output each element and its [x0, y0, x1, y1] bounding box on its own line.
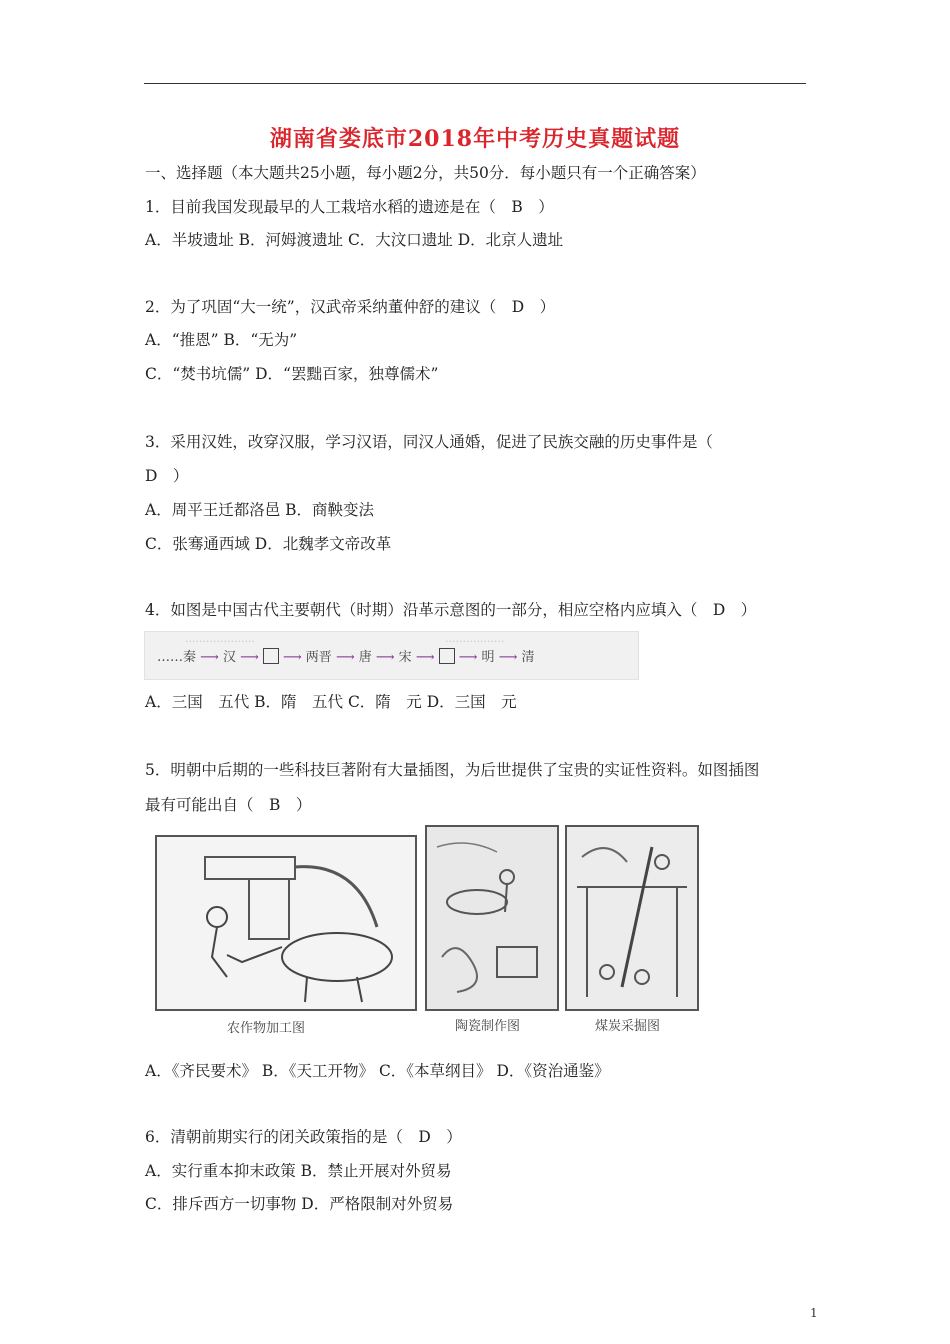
dynasty-qing: 清	[521, 650, 535, 665]
caption-coal-mining: 煤炭采掘图	[595, 1019, 661, 1034]
dynasty-tang: 唐	[358, 650, 372, 665]
blank-box-1	[263, 648, 279, 664]
arrow-icon: ⟶	[415, 650, 435, 665]
dynasty-song: 宋	[398, 650, 412, 665]
dynasty-han: 汉	[222, 650, 236, 665]
dynasty-jin: 两晋	[305, 650, 332, 665]
page-number: 1	[810, 1306, 818, 1320]
porcelain-making-illustration	[425, 825, 559, 1011]
question-4-stem: 4．如图是中国古代主要朝代（时期）沿革示意图的一部分，相应空格内应填入（ D ）	[145, 601, 757, 619]
blank-box-2	[439, 648, 455, 664]
dynasty-ming: 明	[481, 650, 495, 665]
arrow-icon: ⟶	[283, 650, 302, 665]
question-3-stem: 3．采用汉姓，改穿汉服，学习汉语，同汉人通婚，促进了民族交融的历史事件是（	[145, 433, 713, 451]
caption-crop-processing: 农作物加工图	[227, 1021, 306, 1036]
question-4-options: A．三国 五代 B．隋 五代 C．隋 元 D．三国 元	[145, 693, 517, 711]
question-3-options-cd: C．张骞通西域 D．北魏孝文帝改革	[145, 535, 392, 553]
arrow-icon: ⟶	[458, 650, 478, 665]
arrow-icon: ⟶	[335, 650, 355, 665]
question-6-options-cd: C．排斥西方一切事物 D．严格限制对外贸易	[145, 1195, 454, 1213]
question-5-stem: 5．明朝中后期的一些科技巨著附有大量插图，为后世提供了宝贵的实证性资料。如图插图	[145, 761, 760, 779]
faint-bleed-text: ·················	[445, 635, 505, 648]
section-heading: 一、选择题（本大题共25小题，每小题2分，共50分．每小题只有一个正确答案）	[145, 164, 706, 182]
dynasty-sequence	[157, 646, 534, 665]
question-6-options-ab: A．实行重本抑末政策 B．禁止开展对外贸易	[145, 1162, 452, 1180]
faint-bleed-text: ····················	[185, 635, 255, 648]
dynasty-qin: ……秦	[157, 650, 197, 665]
caption-porcelain-making: 陶瓷制作图	[455, 1019, 521, 1034]
dynasty-sequence-figure	[144, 631, 639, 680]
question-6-stem: 6．清朝前期实行的闭关政策指的是（ D ）	[145, 1128, 462, 1146]
question-2-stem: 2．为了巩固“大一统”，汉武帝采纳董仲舒的建议（ D ）	[145, 298, 556, 316]
header-rule	[144, 83, 806, 84]
question-3-options-ab: A．周平王迁都洛邑 B．商鞅变法	[145, 501, 375, 519]
question-5-options: A．《齐民要术》 B．《天工开物》 C．《本草纲目》 D．《资治通鉴》	[145, 1062, 610, 1080]
arrow-icon: ⟶	[375, 650, 395, 665]
arrow-icon: ⟶	[240, 650, 259, 665]
illustration-figures	[155, 823, 700, 1038]
coal-mining-illustration	[565, 825, 699, 1011]
question-3-stem-cont: D ）	[145, 467, 189, 485]
arrow-icon: ⟶	[200, 650, 219, 665]
question-1-options: A．半坡遗址 B．河姆渡遗址 C．大汶口遗址 D．北京人遗址	[145, 231, 564, 249]
question-2-options-cd: C．“焚书坑儒” D．“罢黜百家，独尊儒术”	[145, 365, 439, 383]
question-2-options-ab: A．“推恩” B．“无为”	[145, 331, 298, 349]
crop-processing-illustration	[155, 835, 417, 1011]
question-5-stem-cont: 最有可能出自（ B ）	[145, 796, 312, 814]
question-1-stem: 1．目前我国发现最早的人工栽培水稻的遗迹是在（ B ）	[145, 198, 554, 216]
page-title: 湖南省娄底市2018年中考历史真题试题	[269, 126, 681, 152]
arrow-icon: ⟶	[498, 650, 518, 665]
